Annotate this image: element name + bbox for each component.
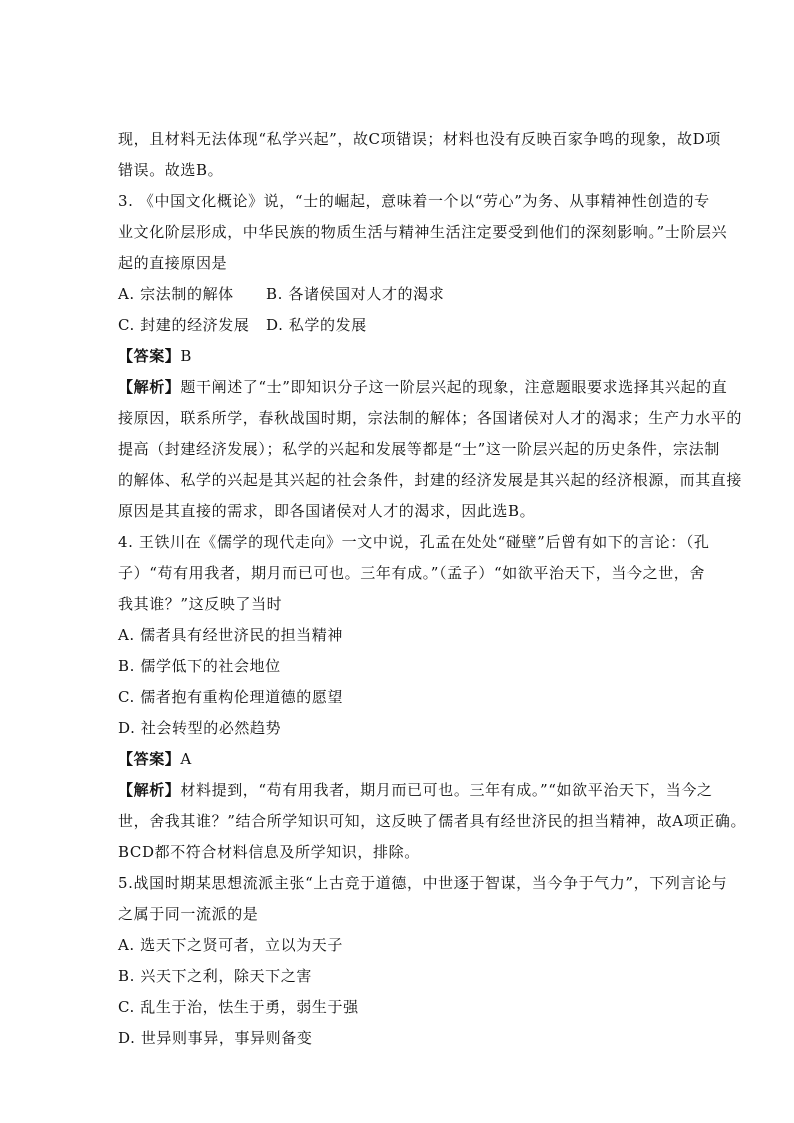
analysis-label: 【解析】 (118, 781, 181, 799)
answer-value: A (180, 750, 192, 768)
option-c: C. 封建的经济发展 (118, 316, 250, 334)
question-3-stem: 3. 《中国文化概论》说，“士的崛起，意味着一个以“劳心”为务、从事精神性创造的专 (118, 192, 710, 210)
answer-value: B (180, 347, 193, 365)
option-a: A. 儒者具有经世济民的担当精神 (118, 626, 343, 644)
question-5-stem: 之属于同一流派的是 (118, 905, 259, 923)
analysis-text: 题干阐述了“士”即知识分子这一阶层兴起的现象，注意题眼要求选择其兴起的直 (180, 378, 728, 396)
option-a: A. 选天下之贤可者，立以为天子 (118, 936, 343, 954)
option-d: D. 社会转型的必然趋势 (118, 719, 282, 737)
question-3-options-row (118, 310, 686, 341)
analysis-text: BCD都不符合材料信息及所学知识，排除。 (118, 843, 420, 861)
option-d: D. 世异则事异，事异则备变 (118, 1029, 313, 1047)
analysis-text: 提高（封建经济发展）；私学的兴起和发展等都是“士”这一阶层兴起的历史条件，宗法制 (118, 440, 720, 458)
analysis-text: 原因是其直接的需求，即各国诸侯对人才的渴求，因此选B。 (118, 502, 536, 520)
text-line: 现，且材料无法体现“私学兴起”，故C项错误；材料也没有反映百家争鸣的现象，故D项 (118, 130, 721, 148)
question-3-options-row (118, 279, 686, 310)
question-3-answer (118, 341, 686, 372)
answer-label: 【答案】 (118, 750, 181, 768)
question-3-stem: 起的直接原因是 (118, 254, 228, 272)
option-b: B. 各诸侯国对人才的渴求 (266, 285, 445, 303)
question-4-stem: 我其谁？”这反映了当时 (118, 595, 283, 613)
option-c: C. 儒者抱有重构伦理道德的愿望 (118, 688, 344, 706)
question-4-stem: 4. 王铁川在《儒学的现代走向》一文中说，孔孟在处处“碰壁”后曾有如下的言论：（孔 (118, 533, 710, 551)
option-b: B. 兴天下之利，除天下之害 (118, 967, 312, 985)
option-a: A. 宗法制的解体 (118, 285, 234, 303)
analysis-text: 材料提到，“苟有用我者，期月而已可也。三年有成。”“如欲平治天下，当今之 (180, 781, 713, 799)
option-b: B. 儒学低下的社会地位 (118, 657, 281, 675)
option-d: D. 私学的发展 (266, 316, 367, 334)
question-5-stem: 5.战国时期某思想流派主张“上古竞于道德，中世逐于智谋，当今争于气力”，下列言论与 (118, 874, 728, 892)
analysis-text: 世，舍我其谁？”结合所学知识可知，这反映了儒者具有经世济民的担当精神，故A项正确。 (118, 812, 747, 830)
document-content (118, 124, 747, 1054)
answer-label: 【答案】 (118, 347, 181, 365)
question-3-stem: 业文化阶层形成，中华民族的物质生活与精神生活注定要受到他们的深刻影响。”士阶层兴 (118, 223, 728, 241)
text-line: 错误。故选B。 (118, 161, 224, 179)
question-4-stem: 子）“苟有用我者，期月而已可也。三年有成。”（孟子）“如欲平治天下，当今之世，舍 (118, 564, 706, 582)
analysis-text: 接原因，联系所学，春秋战国时期，宗法制的解体；各国诸侯对人才的渴求；生产力水平的 (118, 409, 743, 427)
question-4-answer (118, 744, 686, 775)
analysis-text: 的解体、私学的兴起是其兴起的社会条件，封建的经济发展是其兴起的经济根源，而其直接 (118, 471, 743, 489)
question-4-analysis (118, 775, 713, 806)
option-c: C. 乱生于治，怯生于勇，弱生于强 (118, 998, 359, 1016)
question-3-analysis (118, 372, 728, 403)
analysis-label: 【解析】 (118, 378, 181, 396)
